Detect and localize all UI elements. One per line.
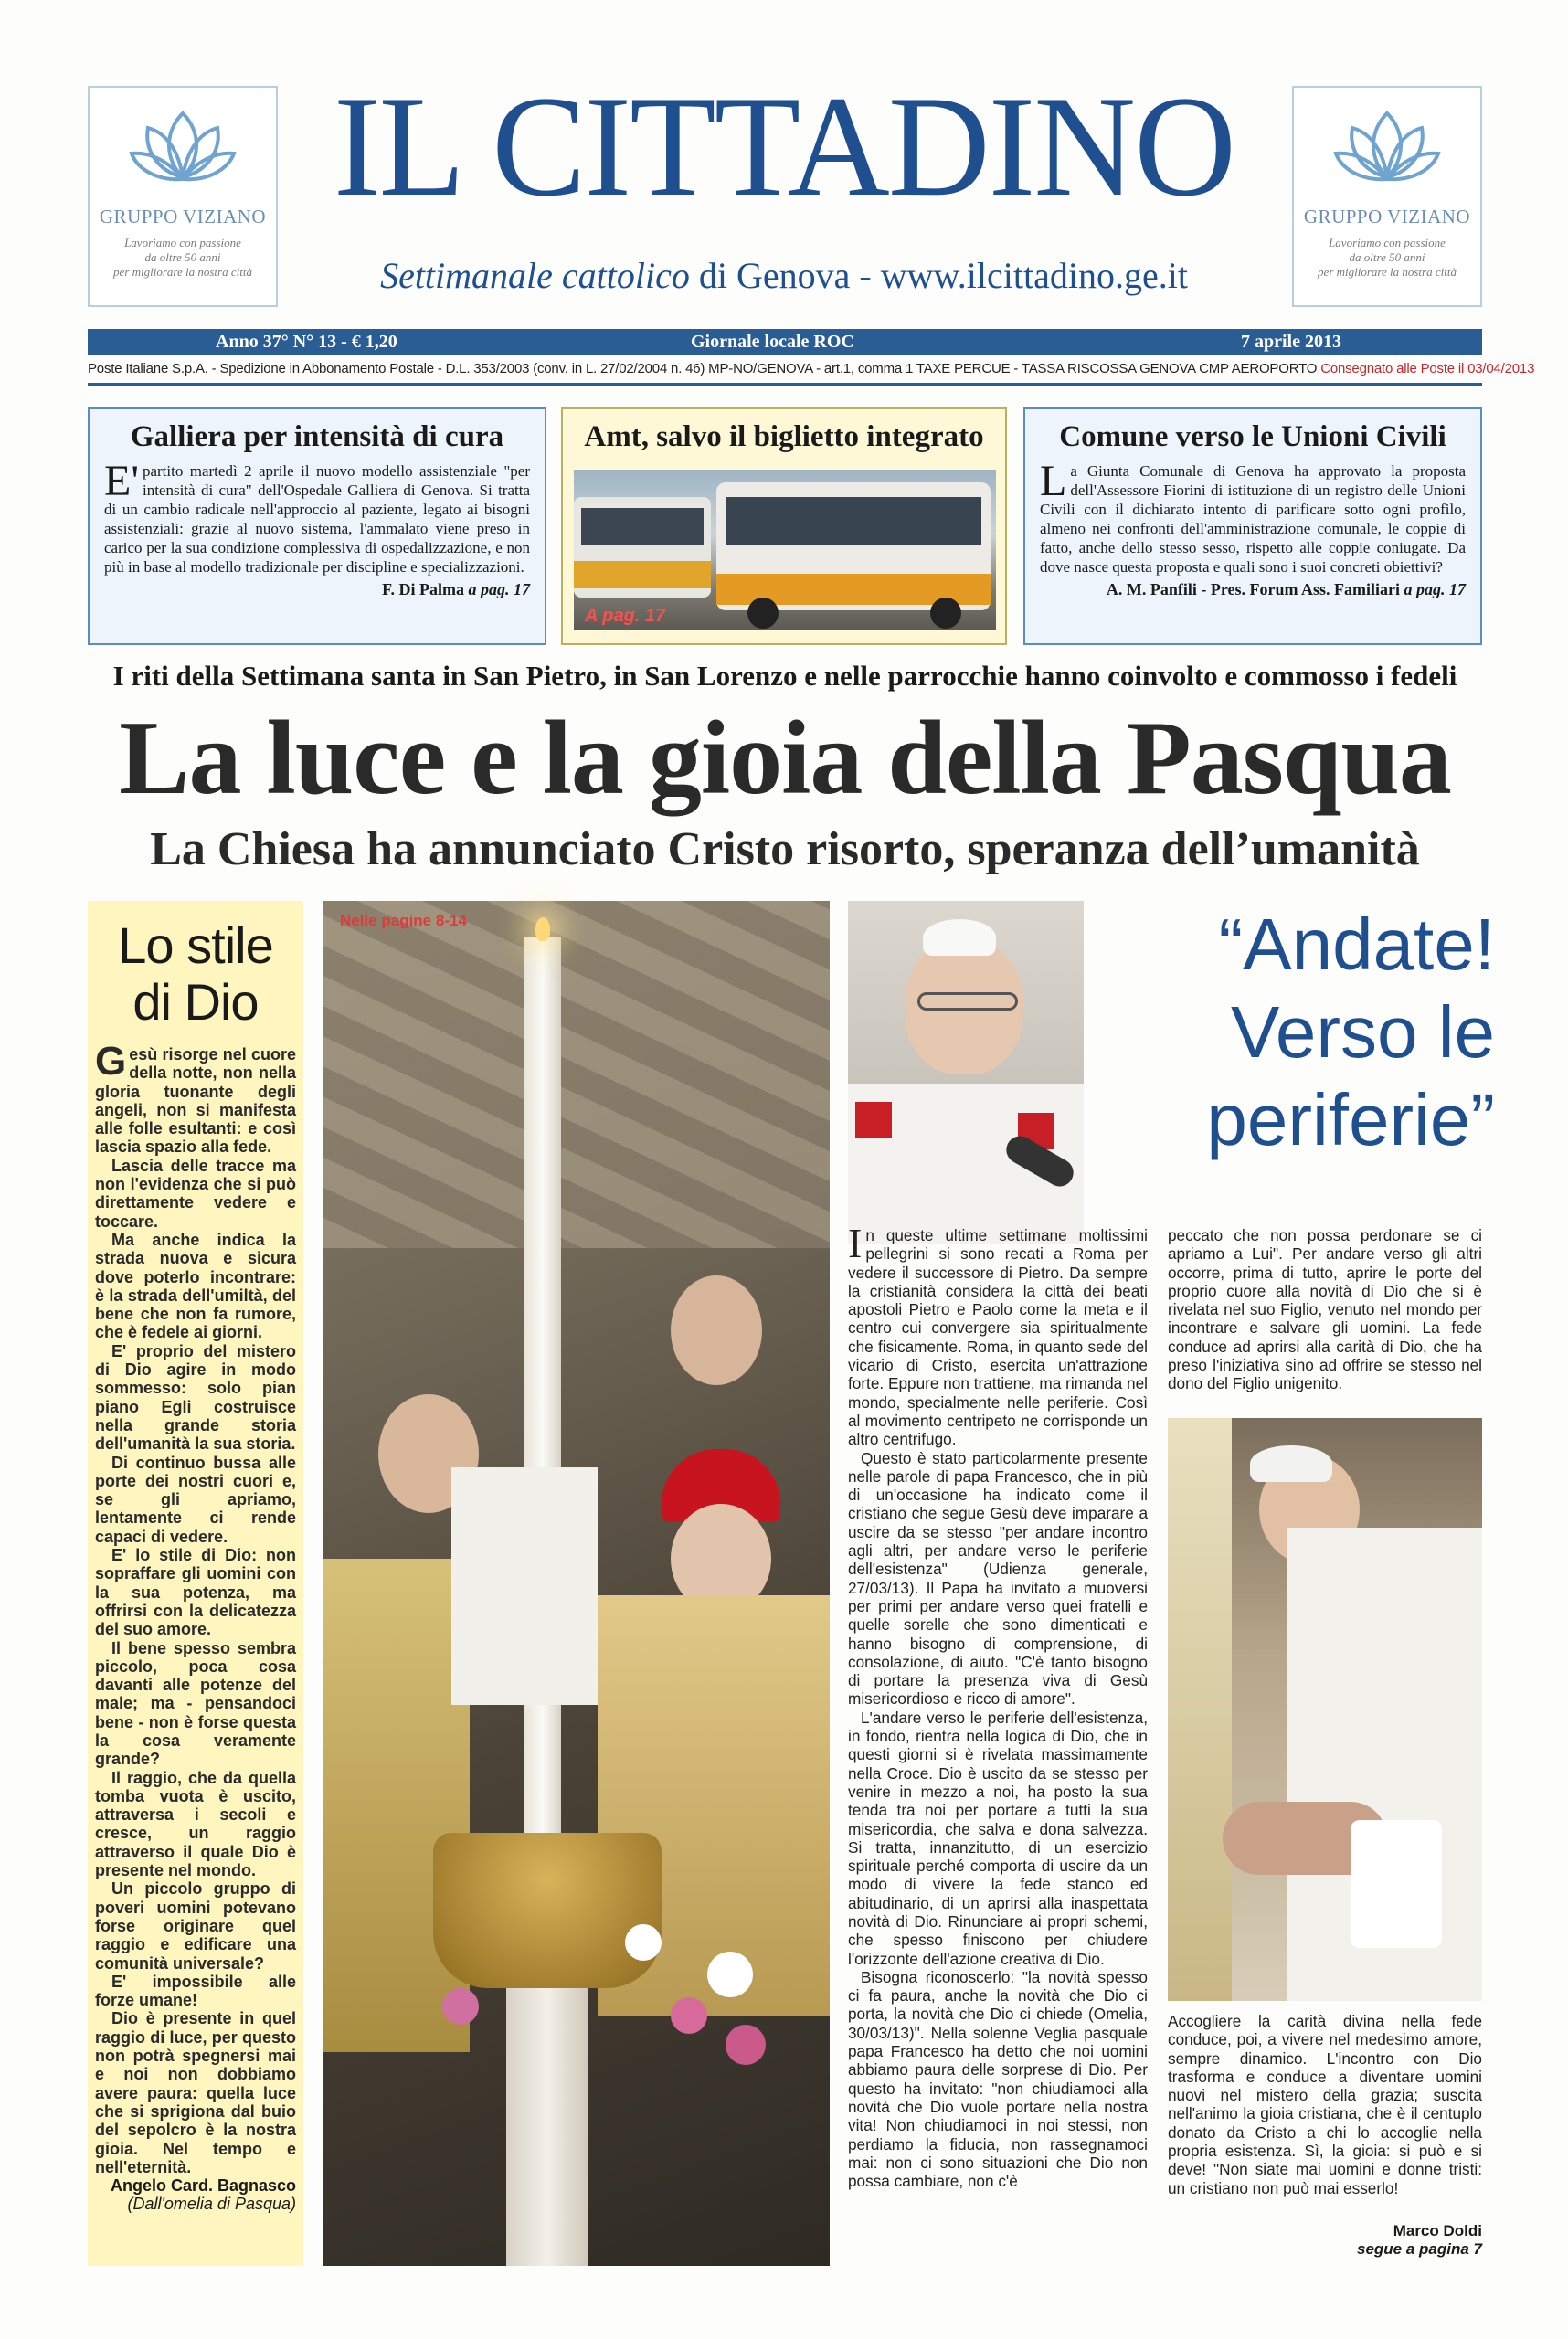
pope-article-col-2-top: peccato che non possa perdonare se ci apriamo a Lui". Per andare verso gli altri occorre, prima di tutto, aprire le porte del proprio cuore alla novità di Dio che si è rivelata nel suo Figlio, venuto nel mondo per incontrare e salvare gli uomini. La fede conduce ad aprirsi alla carità di Dio, che ha preso l'iniziativa sino ad offrire se stesso nel dono del Figlio unigenito. bbox=[1168, 1226, 1482, 1393]
ad-tagline: Lavoriamo con passione da oltre 50 anni per migliorare la nostra città bbox=[113, 236, 252, 279]
lotus-logo-icon bbox=[1332, 104, 1442, 196]
galliera-title: Galliera per intensità di cura bbox=[130, 420, 504, 453]
roc-info: Giornale locale ROC bbox=[691, 332, 854, 352]
lotus-logo-icon bbox=[128, 104, 238, 196]
ad-name: GRUPPO VIZIANO bbox=[1303, 206, 1471, 228]
info-bar bbox=[88, 329, 1482, 355]
ad-box-left bbox=[88, 86, 278, 307]
comune-box bbox=[1023, 407, 1482, 645]
ad-name: GRUPPO VIZIANO bbox=[99, 206, 267, 228]
editorial-body: Gesù risorge nel cuore della notte, non nella gloria tuonante degli angeli, non si manifesta alle folle esultanti: e così lascia spazio alla fede. Lascia delle tracce ma non l'evidenza che si può direttamente vedere e toccare. Ma anche indica la strada nuova e sicura dove poterlo incontrare: è la strada dell'umiltà, del bene che non fa rumore, che è fedele ai giorni. E' proprio del mistero di Dio agire in modo sommesso: solo pian piano Egli costruisce nella grande storia dell'umanità la sua storia. Di continuo bussa alle porte dei nostri cuori e, se gli apriamo, lentamente ci rende capaci di vedere. E' lo stile di Dio: non sopraffare gli uomini con la sua potenza, ma offrirsi con la delicatezza del suo amore. Il bene spesso sembra piccolo, poca cosa davanti alle potenze del male; ma - pensandoci bene - non è forse questa la cosa veramente grande? Il raggio, che da quella tomba vuota è uscito, attraversa i secoli e cresce, un raggio attraverso il quale Dio è presente nel mondo. Un piccolo gruppo di poveri uomini potevano forse originare quel raggio e edificare una comunità universale? E' impossibile alle forze umane! Dio è presente in quel raggio di luce, per questo non potrà spegnersi mai e noi non dobbiamo avere paura: quella luce che si sprigiona dal buio del sepolcro è la nostra gioia. Nel tempo e nell'eternità. bbox=[95, 1039, 296, 2176]
masthead-subtitle: Settimanale cattolico di Genova - www.ilcittadino.ge.it bbox=[380, 255, 1188, 296]
comune-title: Comune verso le Unioni Civili bbox=[1059, 420, 1446, 453]
continue-link[interactable]: segue a pagina 7 bbox=[1357, 2240, 1482, 2258]
pope-article-author: Marco Doldi bbox=[1393, 2222, 1482, 2239]
pope-article-col-2-bottom: Accogliere la carità divina nella fede conduce, poi, a vivere nel medesimo amore, sempre dinamico. L'incontro con Dio trasforma e conduce a diventare uomini nuovi nel mistero della grazia; suscita nell'animo la gioia cristiana, che è il centuplo donato da Cristo a chi lo accoglie nella propria esistenza. Sì, la gioia: si può e si deve! "Non siate mai uomini e donne tristi: un cristiano non può mai esserlo! bbox=[1168, 2012, 1482, 2197]
ad-box-right bbox=[1292, 86, 1482, 307]
issue-info: Anno 37° N° 13 - € 1,20 bbox=[216, 332, 397, 352]
subheadline: La Chiesa ha annunciato Cristo risorto, speranza dell’umanità bbox=[150, 823, 1420, 875]
main-headline: La luce e la gioia della Pasqua bbox=[119, 700, 1451, 817]
galliera-box bbox=[88, 407, 546, 645]
masthead-title: IL CITTADINO bbox=[333, 67, 1235, 227]
amt-box bbox=[561, 407, 1007, 645]
ad-tagline: Lavoriamo con passione da oltre 50 anni per migliorare la nostra città bbox=[1318, 236, 1457, 279]
bus-photo bbox=[574, 470, 996, 630]
amt-title: Amt, salvo il biglietto integrato bbox=[584, 420, 984, 453]
galliera-text: E' partito martedì 2 aprile il nuovo modello assistenziale "per intensità di cura" dell'Ospedale Galliera di Genova. Si tratta di un cambio radicale nell'approccio al paziente, legato ai bisogni assistenziali: grazie al nuovo sistema, l'ammalato viene preso in carico per la sua condizione complessiva di ospedalizzazione, e non più in base al modello tradizionale per discipline e specializzazioni. bbox=[104, 457, 530, 576]
pope-portrait-photo bbox=[848, 901, 1084, 1244]
issue-date: 7 aprile 2013 bbox=[1241, 332, 1341, 352]
easter-vigil-photo bbox=[323, 901, 830, 2266]
pope-quote-headline: “Andate! Verso le periferie” bbox=[1206, 904, 1495, 1160]
amt-photo-label: A pag. 17 bbox=[585, 606, 666, 626]
galliera-signature: F. Di Palma a pag. 17 bbox=[382, 580, 530, 598]
main-photo-label: Nelle pagine 8-14 bbox=[340, 912, 467, 929]
comune-signature: A. M. Panfili - Pres. Forum Ass. Familiari a pag. 17 bbox=[1106, 580, 1466, 598]
editorial-author: Angelo Card. Bagnasco bbox=[110, 2176, 296, 2196]
comune-text: La Giunta Comunale di Genova ha approvato la proposta dell'Assessore Fiorini di istituzione di un registro delle Unioni Civili con il dichiarato intento di parificare sotto ogni profilo, almeno nei confronti dell'amministrazione comunale, le coppie di fatto, anche dello stesso sesso, rispetto alle coppie coniugate. Da dove nasce questa proposta e quali sono i suoi concreti obiettivi? bbox=[1040, 457, 1466, 576]
editorial-title: Lo stile di Dio bbox=[118, 916, 273, 1031]
postal-line: Poste Italiane S.p.A. - Spedizione in Abbonamento Postale - D.L. 353/2003 (conv. in L. 27/02/2004 n. 46) MP-NO/GENOVA - art.1, comma 1 TAXE PERCUE - TASSA RISCOSSA GENOVA CMP AEROPORTO Consegnato alle Poste il 03/04/2013 bbox=[88, 361, 1482, 386]
editorial-column bbox=[88, 901, 303, 2266]
pope-article-col-1: In queste ultime settimane moltissimi pellegrini si sono recati a Roma per vedere il successore di Pietro. Da sempre la cristianità considera la città dei beati apostoli Pietro e Paolo come la meta e il centro cui convergere sia spiritualmente che fisicamente. Roma, in quanto sede del vicario di Cristo, esercita un'attrazione forte. Eppure non trattiene, ma rimanda nel mondo, specialmente nelle periferie. Così al movimento centripeto ne corrisponde un altro centrifugo. Questo è stato particolarmente presente nelle parole di papa Francesco, che in più di un'occasione ha indicato come il cristiano che segue Gesù deve imparare a uscire da se stesso "per andare incontro agli altri, per andare verso le periferie dell'esistenza" (Udienza generale, 27/03/13). Il Papa ha invitato a muoversi per primi per andare verso quei fratelli e quelle sorelle che sono dimenticati e hanno bisogno di comprensione, di consolazione, di aiuto. "C'è tanto bisogno di portare la presenza viva di Gesù misericordioso e ricco di amore". L'andare verso le periferie dell'esistenza, in fondo, rientra nella logica di Dio, che in questi giorni si è rivelata massimamente nella Croce. Dio è uscito da se stesso per venire in mezzo a noi, ha posto la sua tenda tra noi per portare a tutti la sua misericordia, che salva e dona salvezza. Si tratta, innanzitutto, di un esercizio spirituale perché comporta di uscire da un modo di vivere la fede stanco ed abitudinario, di un aprirsi alla inaspettata novità di Dio. Rinunciare ai propri schemi, che spesso finiscono per chiudere l'orizzonte dell'azione creativa di Dio. Bisogna riconoscerlo: "la novità spesso ci fa paura, anche la novità che Dio ci porta, la novità che Dio ci chiede (Omelia, 30/03/13)". Nella solenne Veglia pasquale papa Francesco ha detto che noi uomini abbiamo paura delle sorprese di Dio. Per questo ha invitato: "non chiudiamoci alla novità che Dio vuole portare nella nostra vita! Non chiudiamoci in noi stessi, non perdiamo la fiducia, non rassegnamoci mai: non ci sono situazioni che Dio non possa cambiare, non c'è bbox=[848, 1220, 1148, 2191]
kicker: I riti della Settimana santa in San Pietro, in San Lorenzo e nelle parrocchie hanno coinvolto e commosso i fedeli bbox=[112, 660, 1457, 692]
editorial-source: (Dall'omelia di Pasqua) bbox=[127, 2195, 296, 2214]
foot-washing-photo bbox=[1168, 1418, 1482, 2001]
